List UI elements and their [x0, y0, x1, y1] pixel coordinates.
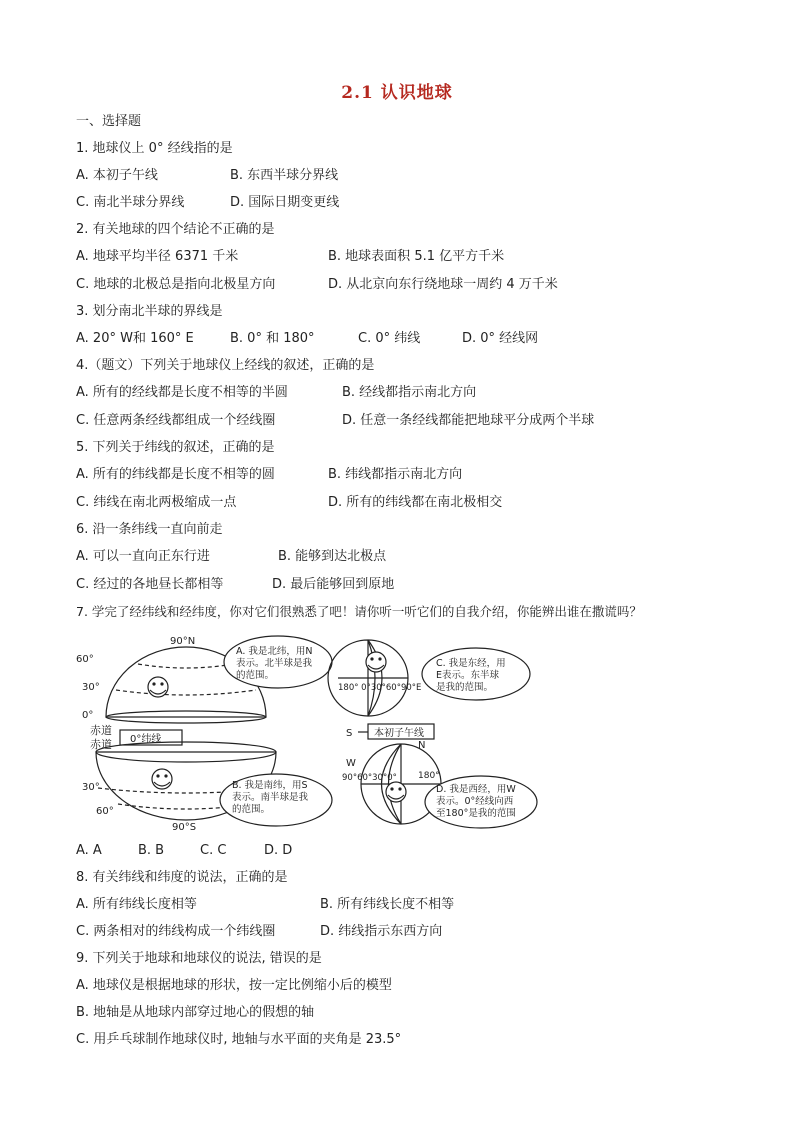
bubble-a-line: A. 我是北纬，用N [236, 646, 313, 657]
option-a: A. 可以一直向正东行进 [76, 549, 210, 564]
label-0-latitude: 0°纬线 [130, 734, 162, 745]
option-c: C. 用乒乓球制作地球仪时, 地轴与水平面的夹角是 23.5° [76, 1032, 402, 1047]
label-n: N [418, 740, 426, 751]
option-b: B. B [138, 843, 165, 858]
bubble-d-line: 至180°是我的范围 [436, 808, 516, 819]
option-b: B. 经线都指示南北方向 [342, 385, 477, 400]
label-s: S [346, 728, 353, 739]
option-d: D. 国际日期变更线 [230, 195, 340, 210]
question-stem: 9. 下列关于地球和地球仪的说法, 错误的是 [76, 951, 322, 966]
option-b: B. 东西半球分界线 [230, 168, 339, 183]
option-a: A. 20° W和 160° E [76, 331, 194, 346]
label-lat30-south: 30° [82, 782, 100, 793]
option-d: D. 所有的纬线都在南北极相交 [328, 495, 503, 510]
question-stem: 2. 有关地球的四个结论不正确的是 [76, 222, 275, 237]
bubble-d-line: D. 我是西经，用W [436, 784, 516, 795]
option-c: C. 0° 纬线 [358, 331, 421, 346]
bubble-b-line: B. 我是南纬，用S [232, 780, 308, 791]
label-west-ticks: 90°60°30°0° [342, 773, 397, 783]
option-a: A. 本初子午线 [76, 168, 158, 183]
label-east-ticks: 180° 0°30°60°90°E [338, 683, 422, 693]
latitude-longitude-figure [76, 632, 716, 837]
option-b: B. 纬线都指示南北方向 [328, 467, 463, 482]
option-a: A. 所有的经线都是长度不相等的半圆 [76, 385, 288, 400]
option-d: D. D [264, 843, 293, 858]
option-b: B. 0° 和 180° [230, 331, 315, 346]
option-c: C. 南北半球分界线 [76, 195, 185, 210]
label-lat60-north: 60° [76, 654, 94, 665]
bubble-b-line: 表示。南半球是我 [232, 792, 309, 803]
label-lat60-south: 60° [96, 806, 114, 817]
bubble-c-line: 是我的范围。 [436, 682, 494, 693]
label-90n: 90°N [170, 636, 196, 647]
label-lat30-north: 30° [82, 682, 100, 693]
option-a: A. 地球仪是根据地球的形状，按一定比例缩小后的模型 [76, 978, 392, 993]
section-heading: 一、选择题 [76, 114, 142, 129]
bubble-b-line: 的范围。 [232, 804, 271, 815]
bubble-a-line: 表示。北半球是我 [236, 658, 313, 669]
bubble-d-line: 表示。0°经线向西 [436, 796, 514, 807]
option-d: D. 任意一条经线都能把地球平分成两个半球 [342, 413, 595, 428]
question-stem: 6. 沿一条纬线一直向前走 [76, 522, 223, 537]
option-c: C. 纬线在南北两极缩成一点 [76, 495, 237, 510]
option-d: D. 从北京向东行绕地球一周约 4 万千米 [328, 277, 558, 292]
option-b: B. 地轴是从地球内部穿过地心的假想的轴 [76, 1005, 315, 1020]
bubble-c-line: C. 我是东经，用 [436, 658, 506, 669]
label-prime-meridian: 本初子午线 [374, 728, 424, 739]
option-c: C. 地球的北极总是指向北极星方向 [76, 277, 276, 292]
bubble-c-line: E表示。东半球 [436, 670, 500, 681]
question-stem: 8. 有关纬线和纬度的说法，正确的是 [76, 870, 288, 885]
option-a: A. 所有的纬线都是长度不相等的圆 [76, 467, 275, 482]
option-d: D. 0° 经线网 [462, 331, 539, 346]
option-b: B. 所有纬线长度不相等 [320, 897, 455, 912]
option-a: A. A [76, 843, 102, 858]
question-stem: 5. 下列关于纬线的叙述，正确的是 [76, 440, 275, 455]
option-a: A. 地球平均半径 6371 千米 [76, 249, 239, 264]
option-b: B. 能够到达北极点 [278, 549, 387, 564]
label-equator: 赤道 [90, 724, 112, 737]
label-equator: 赤道 [90, 738, 112, 751]
page-title: 2.1 认识地球 [341, 83, 453, 103]
question-stem: 1. 地球仪上 0° 经线指的是 [76, 141, 233, 156]
label-w: W [346, 758, 356, 769]
option-b: B. 地球表面积 5.1 亿平方千米 [328, 249, 505, 264]
option-a: A. 所有纬线长度相等 [76, 897, 197, 912]
question-stem: 7. 学完了经纬线和经纬度，你对它们很熟悉了吧！请你听一听它们的自我介绍，你能辨出谁在撒谎吗？ [76, 604, 642, 619]
question-stem: 3. 划分南北半球的界线是 [76, 304, 223, 319]
label-lat0: 0° [82, 710, 94, 721]
option-c: C. 两条相对的纬线构成一个纬线圈 [76, 924, 276, 939]
option-c: C. 经过的各地昼长都相等 [76, 577, 224, 592]
option-c: C. 任意两条经线都组成一个经线圈 [76, 413, 276, 428]
bubble-a-line: 的范围。 [236, 670, 275, 681]
label-180: 180° [418, 771, 440, 781]
option-d: D. 纬线指示东西方向 [320, 924, 443, 939]
option-d: D. 最后能够回到原地 [272, 577, 395, 592]
option-c: C. C [200, 843, 227, 858]
question-stem: 4.（题文）下列关于地球仪上经线的叙述，正确的是 [76, 358, 375, 373]
label-90s: 90°S [172, 822, 197, 833]
